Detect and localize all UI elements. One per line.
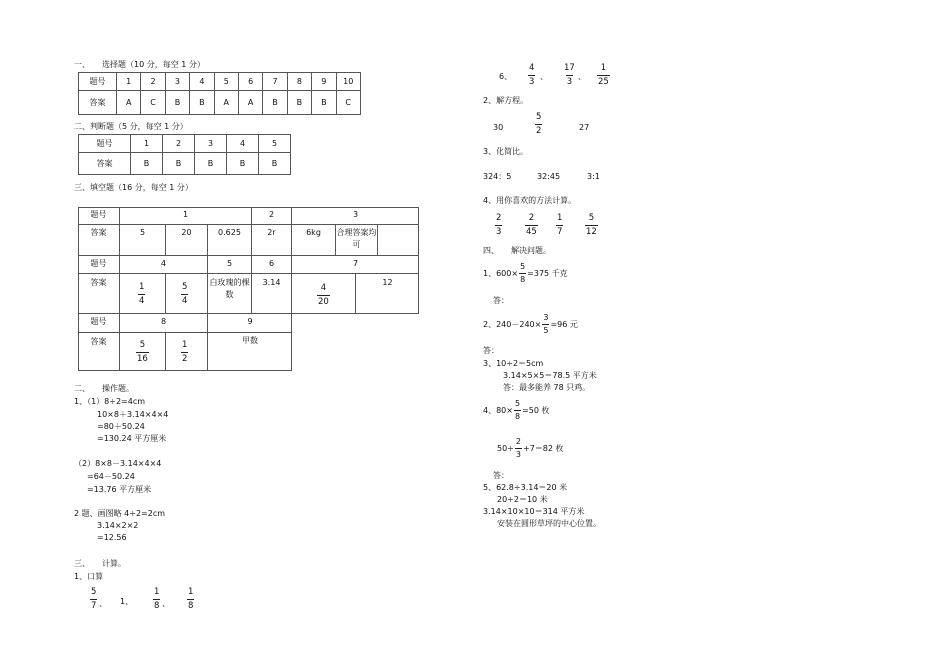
table-cell: B [131, 153, 163, 175]
oral-item: 1、 [120, 597, 134, 606]
separator: 、 [162, 599, 170, 608]
oral-calc-label: 1、口算 [74, 572, 104, 581]
table-cell: 4 [227, 135, 259, 153]
table-cell: 合理答案均可 [336, 224, 378, 256]
answer-value: 32:45 [537, 172, 561, 181]
fraction: $\frac{5}{7}$ [91, 587, 97, 611]
fraction: $\frac{4}{20}$ [318, 283, 329, 307]
fraction: $\frac{3}{5}$ [543, 313, 549, 335]
problem-line: 答：最多能养 78 只鸡。 [503, 383, 591, 392]
problem-line: 4、80× $\frac{5}{8}$ =50 枚 [483, 399, 550, 421]
table-header-cell: 题号 [79, 73, 117, 91]
table-cell: B [163, 153, 195, 175]
table-cell: 白玫瑰的棵数 [208, 274, 252, 314]
section-operation-heading: 二、 操作题。 [74, 384, 134, 393]
table-cell: 2 [141, 73, 165, 91]
fraction: $\frac{1}{8}$ [188, 587, 194, 611]
table-cell: 1 [120, 207, 252, 225]
problem-line: 3.14×10×10＝314 平方米 [483, 507, 585, 516]
operation-line: =64－50.24 [87, 472, 135, 481]
table-cell: 1 [131, 135, 163, 153]
table-cell: 4 [120, 256, 208, 274]
answer-label: 答： [493, 471, 509, 480]
fraction: $\frac{5}{12}$ [586, 213, 597, 237]
table-header-cell: 题号 [78, 256, 120, 274]
section-fill-heading: 三、填空题（16 分，每空 1 分） [74, 183, 193, 192]
table-cell: 5 [259, 135, 291, 153]
table-cell: B [312, 91, 336, 115]
section-choice-heading: 一、 选择题（10 分，每空 1 分） [74, 60, 205, 69]
table-cell: 9 [312, 73, 336, 91]
fraction: $\frac{2}{3}$ [496, 213, 502, 237]
fraction: $\frac{5}{2}$ [536, 112, 542, 136]
table-cell: B [190, 91, 214, 115]
table-cell: 2 [163, 135, 195, 153]
table-cell: B [259, 153, 291, 175]
operation-line: =13.76 平方厘米 [87, 485, 152, 494]
choice-answer-table [78, 72, 361, 115]
table-header-cell: 答案 [79, 91, 117, 115]
fraction: $\frac{5}{4}$ [182, 282, 188, 306]
fraction: $\frac{1}{25}$ [598, 63, 609, 87]
question-label: 3、化简比。 [483, 147, 529, 156]
section-calc-heading: 三、 计算。 [74, 559, 126, 568]
problem-line: 2、240－240× $\frac{3}{5}$ =96 元 [483, 313, 578, 335]
separator: 、 [540, 72, 548, 81]
question-label: 4、用你喜欢的方法计算。 [483, 196, 577, 205]
table-cell: 1 [117, 73, 141, 91]
operation-line: =12.56 [97, 533, 127, 542]
table-cell: B [263, 91, 287, 115]
operation-line: =80＋50.24 [97, 422, 145, 431]
table-cell: 8 [287, 73, 311, 91]
table-header-cell: 题号 [78, 314, 120, 333]
problem-line: 20÷2＝10 米 [497, 495, 548, 504]
operation-line: 10×8＋3.14×4×4 [97, 410, 169, 419]
fraction: $\frac{5}{8}$ [520, 262, 526, 284]
table-cell: 3 [165, 73, 189, 91]
problem-line: 5、62.8÷3.14＝20 米 [483, 483, 568, 492]
table-cell: 0.625 [208, 224, 252, 256]
table-cell: A [238, 91, 262, 115]
table-cell: 7 [263, 73, 287, 91]
table-cell: 6kg [292, 224, 336, 256]
table-cell: B [287, 91, 311, 115]
table-cell: 3.14 [252, 274, 292, 314]
fraction: $\frac{4}{3}$ [529, 63, 535, 87]
problem-line: 安装在圆形草坪的中心位置。 [497, 519, 601, 528]
table-cell: A [214, 91, 238, 115]
problem-line: 1、600× $\frac{5}{8}$ =375 千克 [483, 262, 568, 284]
answer-label: 答： [483, 346, 499, 355]
section-problems-heading: 四、 解决问题。 [483, 246, 551, 255]
fraction: $\frac{1}{7}$ [557, 213, 563, 237]
table-cell: 4 [190, 73, 214, 91]
table-cell: 5 [120, 224, 166, 256]
fraction: $\frac{5}{8}$ [514, 399, 521, 421]
problem-line: 3、10÷2＝5cm [483, 359, 544, 368]
answer-value: 3:1 [587, 172, 600, 181]
table-cell: B [195, 153, 227, 175]
table-cell: 甲数 [242, 336, 258, 345]
separator: 、 [578, 72, 586, 81]
fraction: $\frac{1}{8}$ [154, 587, 160, 611]
fraction: $\frac{1}{2}$ [182, 340, 188, 364]
operation-line: =130.24 平方厘米 [97, 434, 167, 443]
table-cell: 10 [336, 73, 360, 91]
judge-answer-table [78, 134, 291, 175]
table-header-cell: 答案 [78, 333, 120, 371]
table-cell: A [117, 91, 141, 115]
table-cell: 20 [166, 224, 208, 256]
table-header-cell: 答案 [79, 153, 131, 175]
answer-label: 答： [493, 296, 509, 305]
fraction: $\frac{1}{4}$ [139, 282, 145, 306]
table-cell: B [227, 153, 259, 175]
section-judge-heading: 二、判断题（5 分，每空 1 分） [74, 122, 188, 131]
fraction: $\frac{5}{16}$ [137, 340, 148, 364]
problem-line: 50÷ $\frac{2}{3}$ +7＝82 枚 [497, 437, 564, 459]
answer-value: 30 [493, 123, 504, 132]
table-cell: 6 [252, 256, 292, 274]
table-cell: 5 [208, 256, 252, 274]
operation-line: 3.14×2×2 [97, 521, 139, 530]
table-cell: 7 [352, 259, 359, 268]
table-cell: 2r [252, 224, 292, 256]
table-header-cell: 题号 [78, 207, 120, 225]
table-cell: C [336, 91, 360, 115]
problem-line: 3.14×5×5＝78.5 平方米 [503, 371, 597, 380]
fraction: $\frac{2}{45}$ [526, 213, 537, 237]
table-cell: C [141, 91, 165, 115]
table-cell: 2 [252, 207, 292, 225]
answer-label: 6、 [499, 72, 513, 81]
question-label: 2、解方程。 [483, 96, 529, 105]
operation-line: 1、（1）8÷2=4cm [74, 397, 146, 406]
separator: 、 [99, 599, 107, 608]
fraction: $\frac{17}{3}$ [564, 63, 575, 87]
table-cell: 8 [120, 314, 208, 333]
table-header-cell: 答案 [78, 274, 120, 314]
answer-value: 27 [579, 123, 590, 132]
table-cell: B [165, 91, 189, 115]
operation-line: 2 题、画图略 4÷2=2cm [74, 509, 166, 518]
table-header-cell: 题号 [79, 135, 131, 153]
table-cell: 9 [247, 317, 253, 326]
fraction: $\frac{2}{3}$ [515, 437, 521, 459]
table-header-cell: 答案 [78, 224, 120, 256]
table-cell: 12 [382, 278, 393, 287]
table-cell: 3 [195, 135, 227, 153]
table-cell: 5 [214, 73, 238, 91]
table-cell: 6 [238, 73, 262, 91]
answer-value: 324：5 [483, 172, 512, 181]
table-cell: 3 [352, 210, 359, 219]
operation-line: （2）8×8－3.14×4×4 [74, 459, 162, 468]
